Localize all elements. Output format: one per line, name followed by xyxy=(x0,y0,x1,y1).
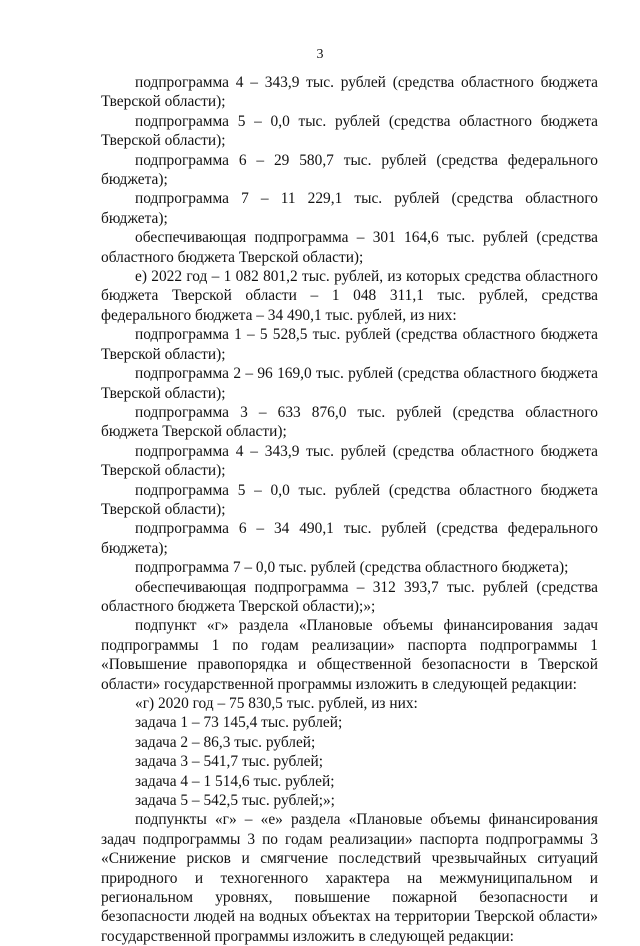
paragraph: обеспечивающая подпрограмма – 312 393,7 тыс. рублей (средства областного бюджета Тверской области);»; xyxy=(101,578,598,615)
paragraph: подпрограмма 5 – 0,0 тыс. рублей (средства областного бюджета Тверской области); xyxy=(101,112,598,150)
paragraph: задача 1 – 73 145,4 тыс. рублей; xyxy=(135,714,343,732)
paragraph: подпункт «г» раздела «Плановые объемы финансирования задач подпрограммы 1 по годам реализации» паспорта подпрограммы 1 «Повышение правопорядка и общественной безопасности в Тверской области» государственной программы изложить в следующей редакции: xyxy=(101,617,598,693)
paragraph: подпрограмма 1 – 5 528,5 тыс. рублей (средства областного бюджета Тверской области); xyxy=(101,326,598,363)
paragraph: обеспечивающая подпрограмма – 301 164,6 тыс. рублей (средства областного бюджета Тверской области); xyxy=(101,229,598,266)
paragraph: задача 3 – 541,7 тыс. рублей; xyxy=(135,753,323,771)
paragraph: задача 2 – 86,3 тыс. рублей; xyxy=(135,733,316,751)
paragraph: подпрограмма 3 – 633 876,0 тыс. рублей (средства областного бюджета Тверской области); xyxy=(101,403,598,441)
paragraph: задача 4 – 1 514,6 тыс. рублей; xyxy=(135,772,335,790)
page-number: 3 xyxy=(316,47,324,62)
paragraph: е) 2022 год – 1 082 801,2 тыс. рублей, из которых средства областного бюджета Тверской области – 1 048 311,1 тыс. рублей, средства федерального бюджета – 34 490,1 тыс. рублей, из них: xyxy=(101,268,598,324)
paragraph: «г) 2020 год – 75 830,5 тыс. рублей, из них: xyxy=(135,695,418,712)
paragraph: подпрограмма 7 – 0,0 тыс. рублей (средства областного бюджета); xyxy=(135,559,569,577)
paragraph: подпрограмма 4 – 343,9 тыс. рублей (средства областного бюджета Тверской области); xyxy=(101,74,598,111)
paragraph: подпрограмма 2 – 96 169,0 тыс. рублей (средства областного бюджета Тверской области); xyxy=(101,365,598,402)
paragraph: подпункты «г» – «е» раздела «Плановые объемы финансирования задач подпрограммы 3 по годам реализации» паспорта подпрограммы 3 «Снижение рисков и смягчение последствий чрезвычайных ситуаций природного и техногенного характера на межмуниципальном и региональном уровнях, повышение пожарной безопасности и безопасности людей на водных объектах на территории Тверской области» государственной программы изложить в следующей редакции: xyxy=(101,811,598,945)
paragraph: подпрограмма 6 – 34 490,1 тыс. рублей (средства федерального бюджета); xyxy=(101,520,598,557)
paragraph: подпрограмма 6 – 29 580,7 тыс. рублей (средства федерального бюджета); xyxy=(101,151,598,189)
document-body xyxy=(101,73,598,946)
paragraph: подпрограмма 5 – 0,0 тыс. рублей (средства областного бюджета Тверской области); xyxy=(101,481,598,518)
paragraph: подпрограмма 7 – 11 229,1 тыс. рублей (средства областного бюджета); xyxy=(101,190,598,227)
paragraph: подпрограмма 4 – 343,9 тыс. рублей (средства областного бюджета Тверской области); xyxy=(101,442,598,480)
paragraph: задача 5 – 542,5 тыс. рублей;»; xyxy=(135,792,335,810)
